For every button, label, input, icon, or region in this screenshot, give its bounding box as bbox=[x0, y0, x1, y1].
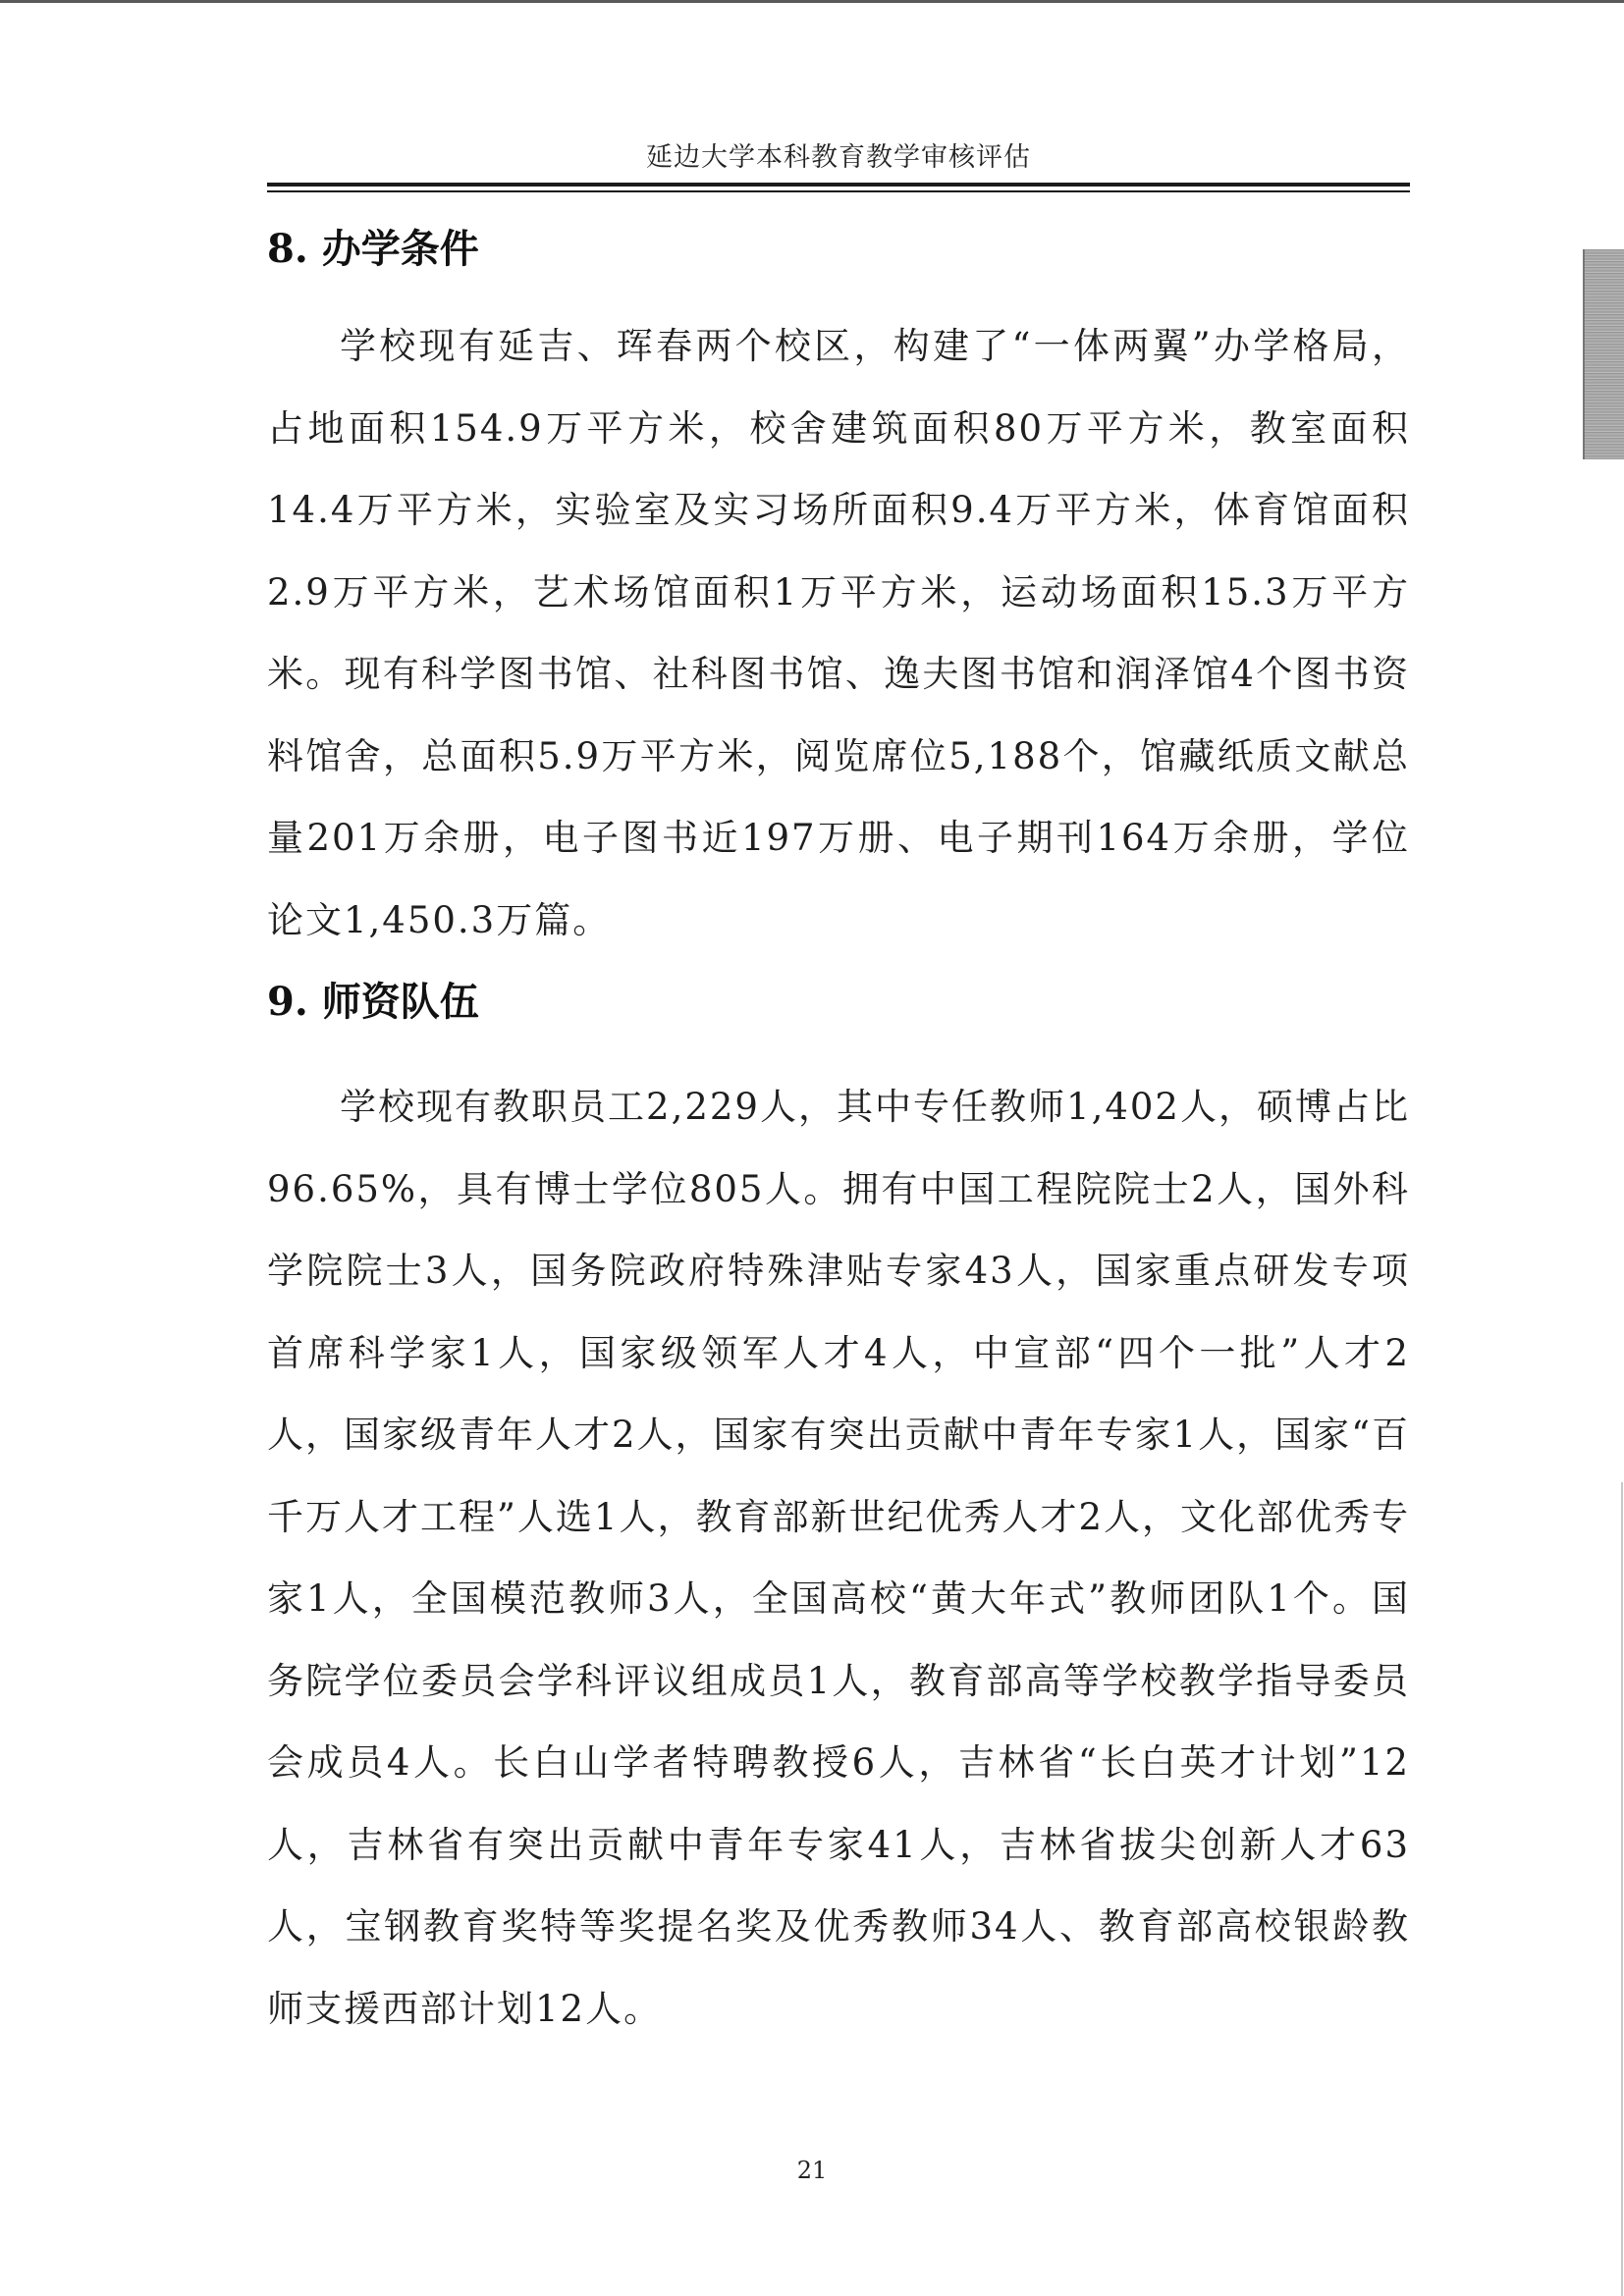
page-top-edge bbox=[0, 0, 1624, 3]
page-number: 21 bbox=[796, 2157, 828, 2184]
section-heading-9 bbox=[267, 971, 479, 1027]
section-number: 9. bbox=[267, 979, 308, 1025]
running-header: 延边大学本科教育教学审核评估 bbox=[646, 142, 1031, 173]
section-paragraph-faculty: 学校现有教职员工2,229人，其中专任教师1,402人，硕博占比96.65%，具有博士学位805人。拥有中国工程院院士2人，国外科学院院士3人，国务院政府特殊津贴专家43人，国家重点研发专项首席科学家1人，国家级领军人才4人，中宣部“四个一批”人才2人，国家级青年人才2人，国家有突出贡献中青年专家1人，国家“百千万人才工程”人选1人，教育部新世纪优秀人才2人，文化部优秀专家1人，全国模范教师3人，全国高校“黄大年式”教师团队1个。国务院学位委员会学科评议组成员1人，教育部高等学校教学指导委员会成员4人。长白山学者特聘教授6人，吉林省“长白英才计划”12人，吉林省有突出贡献中青年专家41人，吉林省拔尖创新人才63人，宝钢教育奖特等奖提名奖及优秀教师34人、教育部高校银龄教师支援西部计划12人。 bbox=[267, 1086, 1410, 2030]
section-paragraph-facilities: 学校现有延吉、珲春两个校区，构建了“一体两翼”办学格局，占地面积154.9万平方米，校舍建筑面积80万平方米，教室面积14.4万平方米，实验室及实习场所面积9.4万平方米，体育馆面积2.9万平方米，艺术场馆面积1万平方米，运动场面积15.3万平方米。现有科学图书馆、社科图书馆、逸夫图书馆和润泽馆4个图书资料馆舍，总面积5.9万平方米，阅览席位5,188个，馆藏纸质文献总量201万余册，电子图书近197万册、电子期刊164万余册，学位论文1,450.3万篇。 bbox=[267, 325, 1410, 941]
scan-margin-tab bbox=[1583, 249, 1624, 459]
header-rule-thick bbox=[267, 183, 1410, 187]
header-rule-thin bbox=[267, 190, 1410, 192]
section-heading-8 bbox=[267, 218, 479, 274]
section-number: 8. bbox=[267, 226, 308, 272]
section-title: 办学条件 bbox=[321, 227, 479, 272]
section-title: 师资队伍 bbox=[321, 980, 479, 1025]
